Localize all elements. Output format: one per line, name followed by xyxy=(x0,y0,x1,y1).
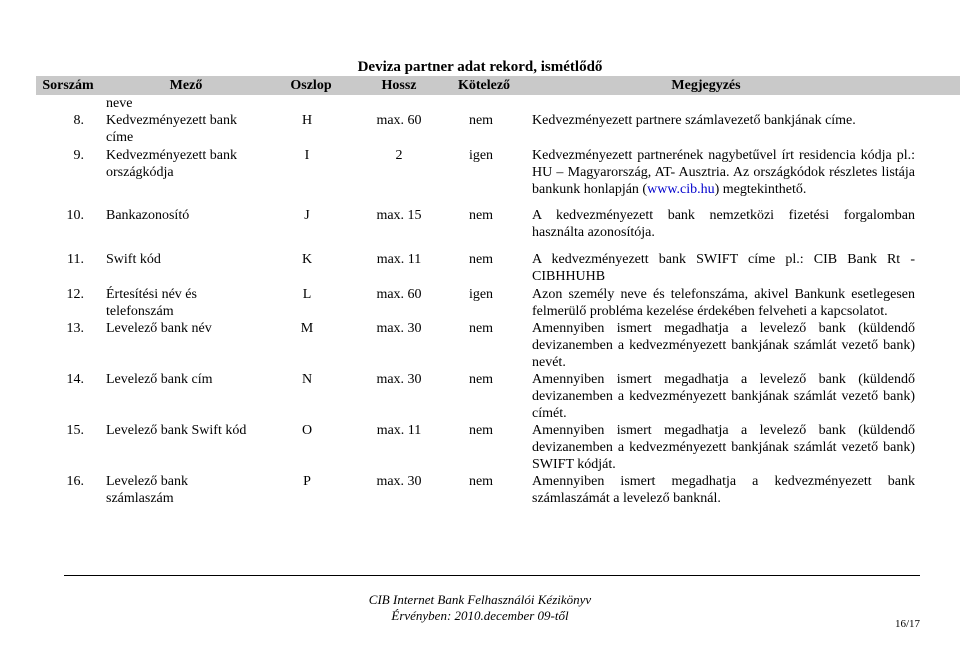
field-name-cell: Swift kód xyxy=(106,252,161,267)
row-number: 9. xyxy=(73,148,84,163)
column-letter: I xyxy=(304,148,310,163)
column-letter: H xyxy=(301,113,313,128)
note-cell: Kedvezményezett partnerének nagybetűvel írt residencia kódja pl.: HU – Magyarország, AT- Ausztria. Az országkódok részletes listája bankunk honlapján (www.cib.hu) megtekinthető. xyxy=(532,148,916,197)
field-name-cell: Levelező bank cím xyxy=(106,372,213,387)
required-flag: nem xyxy=(468,321,494,336)
table-row xyxy=(0,147,960,207)
page-number: 16/17 xyxy=(894,618,920,630)
field-length: max. 11 xyxy=(376,423,422,438)
required-flag: igen xyxy=(468,148,494,163)
footer-validity-date: Érvényben: 2010.december 09-től xyxy=(391,608,569,623)
column-letter: O xyxy=(301,423,313,438)
column-letter: N xyxy=(301,372,313,387)
footer-divider xyxy=(64,575,920,576)
note-cell: A kedvezményezett bank SWIFT címe pl.: CIB Bank Rt - CIBHHUHB xyxy=(532,252,915,284)
note-cell: Azon személy neve és telefonszáma, akivel Bankunk esetlegesen felmerülő probléma kezelése érdekében felveheti a kapcsolatot. xyxy=(532,287,915,319)
table-row xyxy=(0,95,960,112)
field-name-cell: Értesítési név és telefonszám xyxy=(106,287,197,319)
field-name-cell: neve xyxy=(106,96,133,111)
row-number: 15. xyxy=(66,423,84,438)
header-sorszam: Sorszám xyxy=(42,78,94,93)
column-letter: L xyxy=(302,287,312,302)
field-length: max. 11 xyxy=(376,252,422,267)
note-cell: Amennyiben ismert megadhatja a levelező bank (küldendő devizanemben a kedvezményezett bankjának számlát vezető bank) nevét. xyxy=(532,321,915,370)
table-row xyxy=(0,251,960,286)
row-number: 16. xyxy=(66,474,84,489)
row-number: 13. xyxy=(66,321,84,336)
footer-title: CIB Internet Bank Felhasználói Kézikönyv xyxy=(368,592,592,607)
table-body xyxy=(0,95,960,509)
field-name-cell: Kedvezményezett bank címe xyxy=(106,113,237,145)
table-row xyxy=(0,422,960,473)
header-megjegyzes: Megjegyzés xyxy=(671,78,741,93)
row-number: 12. xyxy=(66,287,84,302)
note-cell: Amennyiben ismert megadhatja a levelező bank (küldendő devizanemben a kedvezményezett bankjának számlát vezető bank) címét. xyxy=(532,372,915,421)
field-length: max. 30 xyxy=(376,321,422,336)
required-flag: nem xyxy=(468,208,494,223)
field-length: max. 60 xyxy=(376,287,422,302)
row-number: 11. xyxy=(67,252,84,267)
field-length: max. 30 xyxy=(376,372,422,387)
table-row xyxy=(0,473,960,509)
note-cell: A kedvezményezett bank nemzetközi fizetési forgalomban használta azonosítója. xyxy=(532,208,915,240)
required-flag: nem xyxy=(468,474,494,489)
column-letter: J xyxy=(304,208,310,223)
column-letter: P xyxy=(303,474,311,489)
table-title: Deviza partner adat rekord, ismétlődő xyxy=(357,59,603,75)
field-name-cell: Levelező bank Swift kód xyxy=(106,423,247,438)
table-header xyxy=(36,76,960,95)
field-name-cell: Kedvezményezett bank országkódja xyxy=(106,148,237,180)
row-number: 10. xyxy=(66,208,84,223)
field-name-cell: Levelező bank név xyxy=(106,321,212,336)
column-letter: K xyxy=(301,252,313,267)
field-name-cell: Levelező bank számlaszám xyxy=(106,474,189,506)
table-row xyxy=(0,320,960,371)
row-number: 14. xyxy=(66,372,84,387)
table-row xyxy=(0,207,960,251)
note-cell: Kedvezményezett partnere számlavezető bankjának címe. xyxy=(532,113,856,128)
table-row xyxy=(0,112,960,147)
header-hossz: Hossz xyxy=(381,78,417,93)
header-kotelezo: Kötelező xyxy=(457,78,511,93)
field-length: max. 60 xyxy=(376,113,422,128)
header-mezo: Mező xyxy=(169,78,203,93)
note-cell: Amennyiben ismert megadhatja a kedvezményezett bank számlaszámát a levelező banknál. xyxy=(532,474,915,506)
field-length: 2 xyxy=(395,148,403,163)
cib-website-link[interactable]: www.cib.hu xyxy=(647,182,715,197)
field-length: max. 30 xyxy=(376,474,422,489)
field-length: max. 15 xyxy=(376,208,422,223)
column-letter: M xyxy=(300,321,314,336)
table-row xyxy=(0,286,960,320)
header-oszlop: Oszlop xyxy=(290,78,332,93)
required-flag: nem xyxy=(468,113,494,128)
field-name-cell: Bankazonosító xyxy=(106,208,190,223)
note-cell: Amennyiben ismert megadhatja a levelező bank (küldendő devizanemben a kedvezményezett bankjának számlát vezető bank) SWIFT kódját. xyxy=(532,423,915,472)
table-row xyxy=(0,371,960,422)
required-flag: nem xyxy=(468,423,494,438)
required-flag: nem xyxy=(468,372,494,387)
required-flag: igen xyxy=(468,287,494,302)
required-flag: nem xyxy=(468,252,494,267)
row-number: 8. xyxy=(73,113,84,128)
